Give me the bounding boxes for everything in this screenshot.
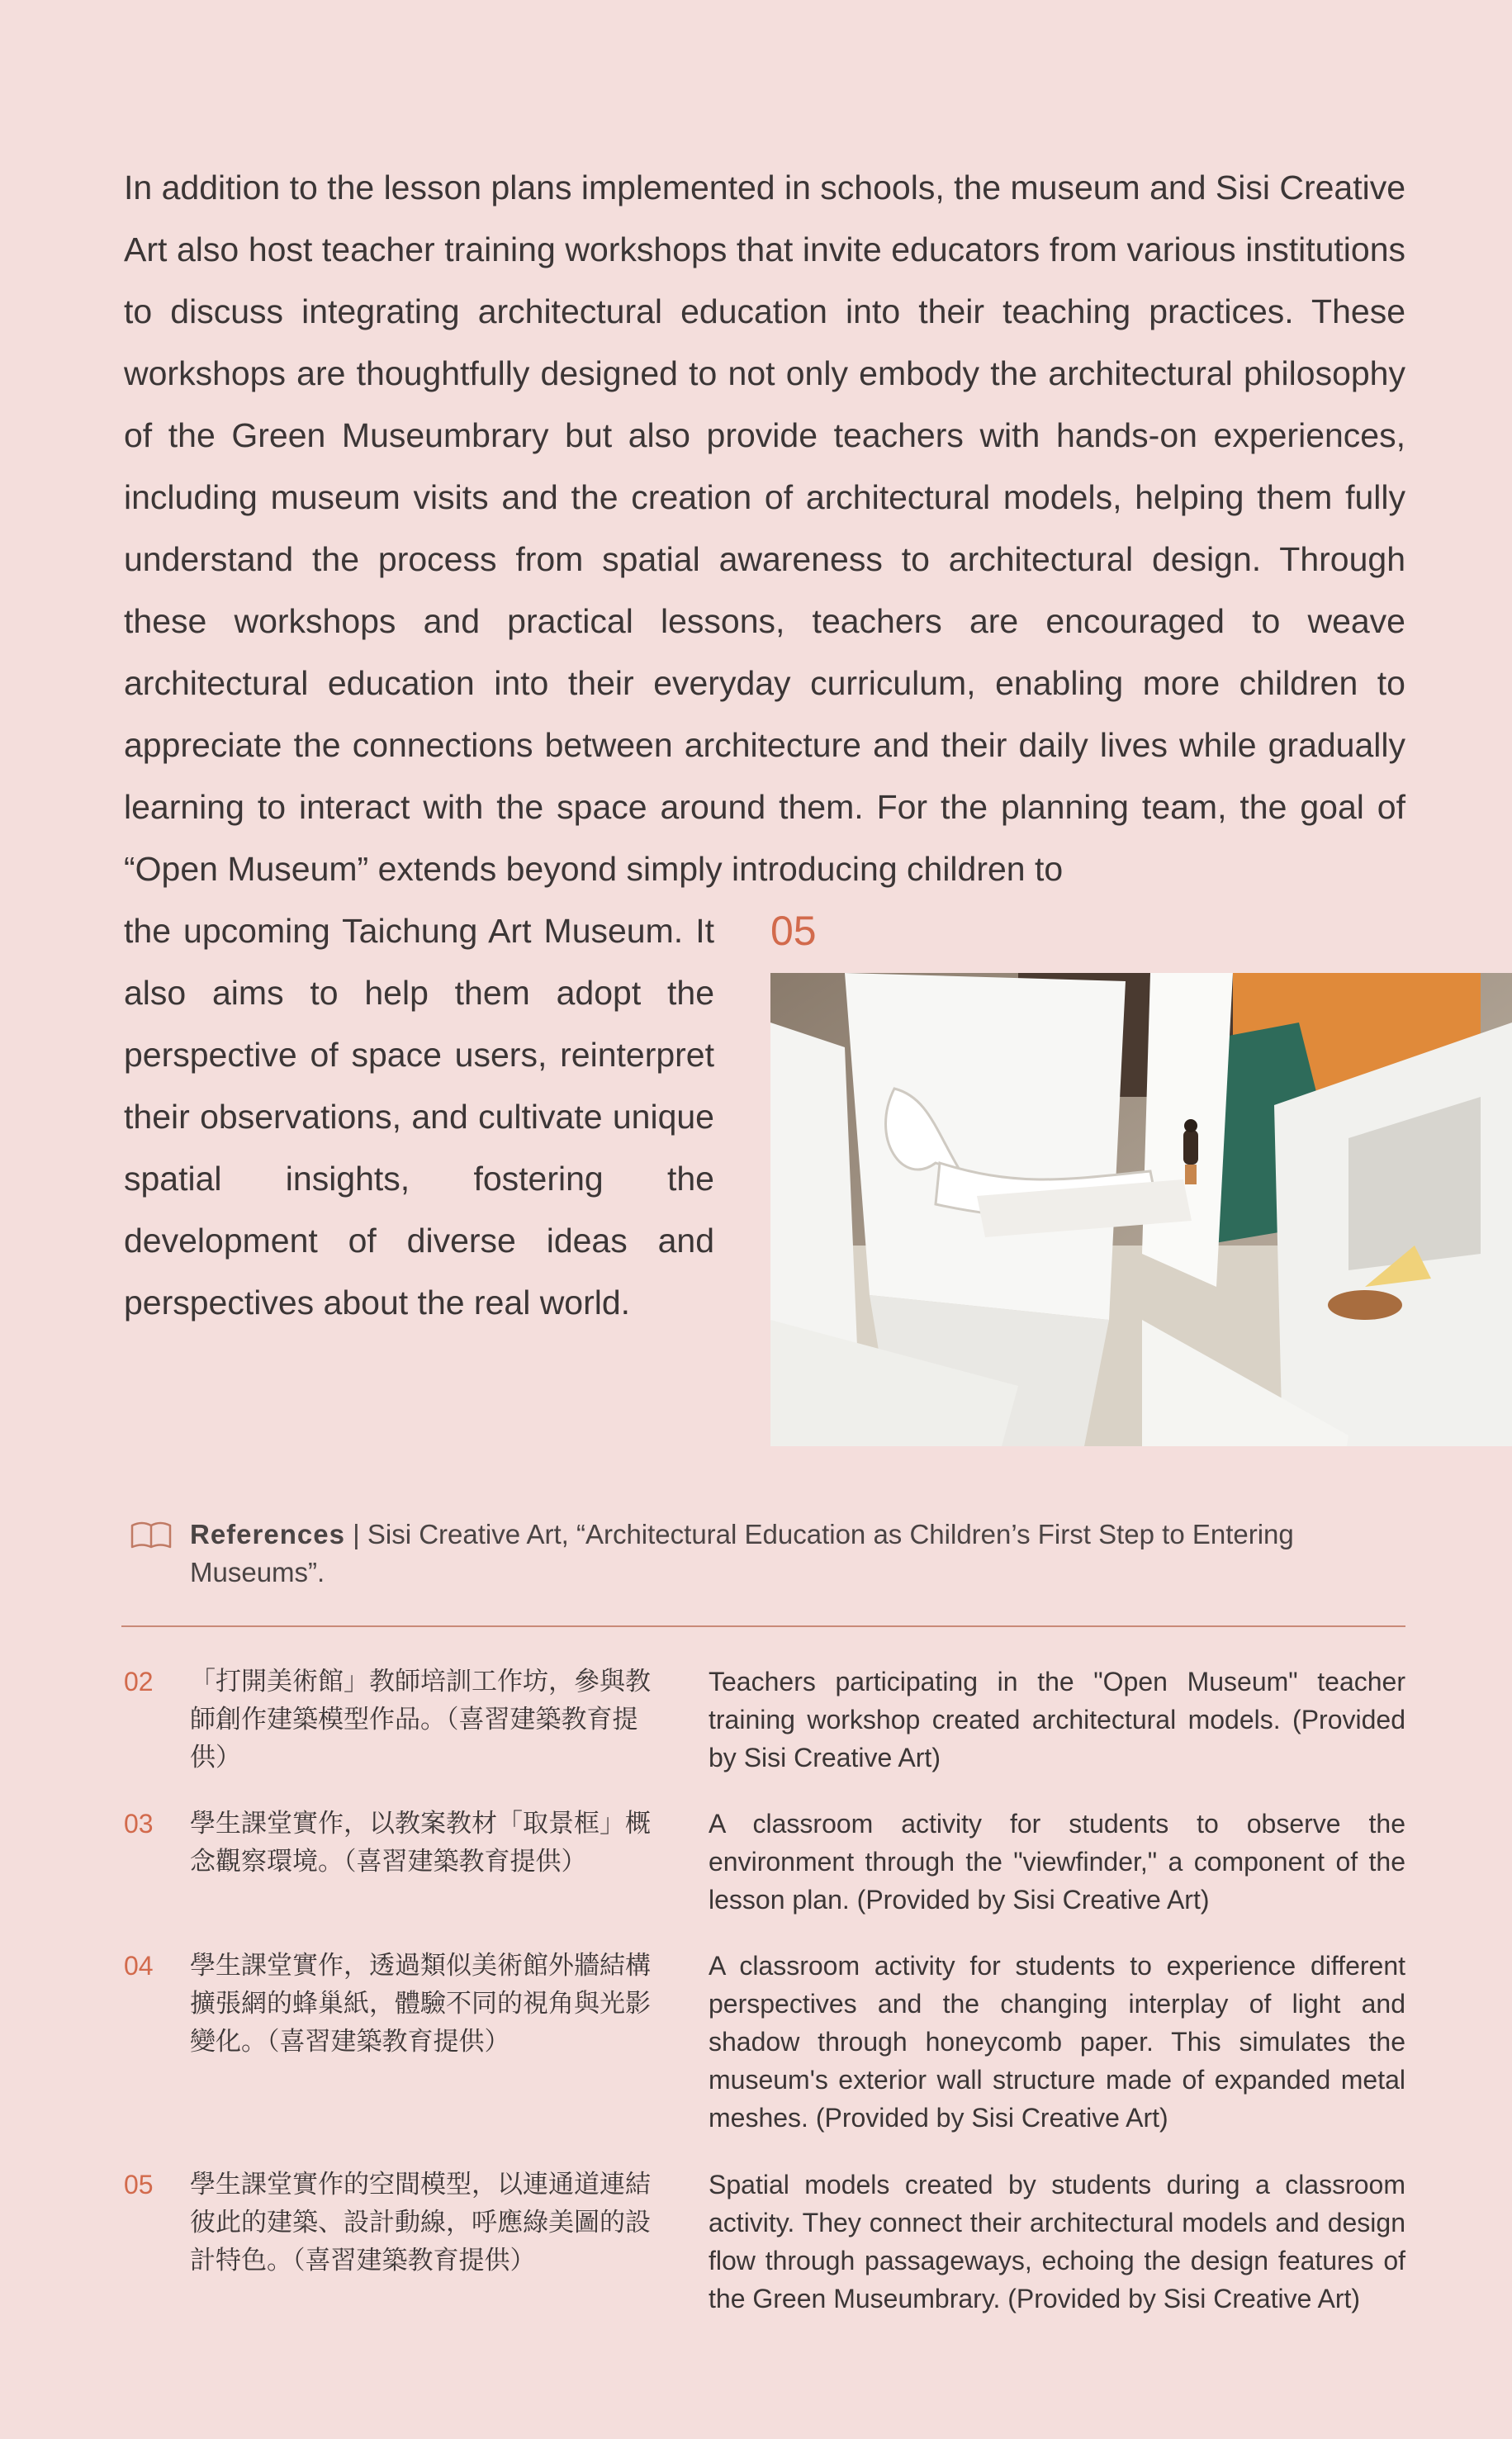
architectural-model-photo xyxy=(770,973,1512,1446)
caption-chinese: 「打開美術館」教師培訓工作坊，參與教師創作建築模型作品。（喜習建築教育提供） xyxy=(190,1667,651,1772)
open-book-icon xyxy=(130,1521,172,1550)
caption-number: 02 xyxy=(124,1667,154,1696)
divider xyxy=(121,1625,1405,1627)
figure-number: 05 xyxy=(770,908,817,954)
caption-english: A classroom activity for students to observe the environment through the "viewfinder," a component of the lesson plan. (Provided by Sisi Creative Art) xyxy=(709,1809,1405,1915)
references xyxy=(130,1516,1405,1592)
main-paragraph-text: In addition to the lesson plans implemented in schools, the museum and Sisi Creative Art also host teacher training workshops that invite educators from various institutions to discuss integrating architectural education into their teaching practices. These workshops are thoughtfully designed to not only embody the architectural philosophy of the Green Museumbrary but also provide teachers with hands-on experiences, including museum visits and the creation of architectural models, helping them fully understand the process from spatial awareness to architectural design. Through these workshops and practical lessons, teachers are encouraged to weave architectural education into their everyday curriculum, enabling more children to appreciate the connections between architecture and their daily lives while gradually learning to interact with the space around them. For the planning team, the goal of “Open Museum” extends beyond simply introducing children to xyxy=(124,168,1406,888)
narrow-paragraph: the upcoming Taichung Art Museum. It also aims to help them adopt the perspective of space users, reinterpret their observations, and cultivate unique spatial insights, fostering the development of diverse ideas and perspectives about the real world. xyxy=(124,912,714,1322)
caption-english: Spatial models created by students during a classroom activity. They connect their architectural models and design flow through passageways, echoing the design features of the Green Museumbrary. (Provided by Sisi Creative Art) xyxy=(709,2170,1405,2313)
caption-number: 05 xyxy=(124,2170,154,2199)
main-paragraph xyxy=(124,157,1405,900)
caption-english: A classroom activity for students to experience different perspectives and the changing interplay of light and shadow through honeycomb paper. This simulates the museum's exterior wall structure made of expanded metal meshes. (Provided by Sisi Creative Art) xyxy=(709,1951,1405,2133)
caption-english: Teachers participating in the "Open Museum" teacher training workshop created architectural models. (Provided by Sisi Creative Art) xyxy=(709,1667,1405,1772)
references-text: Sisi Creative Art, “Architectural Education as Children’s First Step to Entering Museums”. xyxy=(190,1519,1294,1587)
references-separator: | xyxy=(353,1519,360,1549)
caption-number: 03 xyxy=(124,1809,154,1839)
caption-chinese: 學生課堂實作，透過類似美術館外牆結構擴張網的蜂巢紙，體驗不同的視角與光影變化。（喜習建築教育提供） xyxy=(190,1951,651,2057)
caption-chinese: 學生課堂實作的空間模型，以連通道連結彼此的建築、設計動線，呼應綠美圖的設計特色。（喜習建築教育提供） xyxy=(190,2170,651,2275)
references-label: References xyxy=(190,1519,345,1549)
caption-number: 04 xyxy=(124,1951,154,1981)
caption-chinese: 學生課堂實作，以教案教材「取景框」概念觀察環境。（喜習建築教育提供） xyxy=(190,1809,651,1877)
